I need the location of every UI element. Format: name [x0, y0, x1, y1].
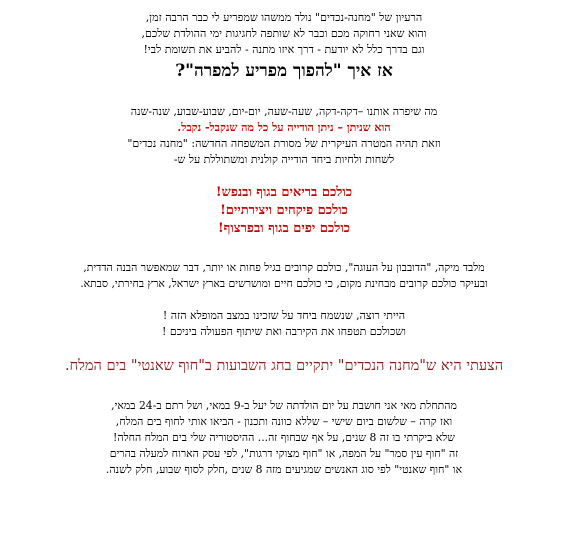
- family-line-1: מלבד מיקה, "הדובבון על העוגה", כולכם קרובים בגיל פחות או יותר, דבר שמאפשר הבנה הדדית,: [83, 261, 485, 274]
- counting-line-2: הוא שניתן – ניתן הודייה על כל מה שנקבל- נקבל.: [177, 121, 391, 134]
- details-line-4: זה "חוף עין סמר" על המפה, או "חוף מצוקי דרגות", לפי עסק הארוח למעלה בהרים: [109, 447, 459, 460]
- wish-line-2: ושכולכם תטפחו את הקירבה ואת שיתוף הפעולה ביניכם !: [162, 325, 406, 338]
- slogan-smart: כולכם פיקחים ויצירתיים!: [220, 203, 348, 218]
- details-line-3: שלא ביקרתי בו זה 8 שנים, על אף שבחוף זה... ההיסטוריה שלי בים המלח החלה!: [113, 431, 455, 444]
- counting-line-4: לשחות ולחיות ביחד הודייה קולנית ומשתוללת על ש-: [173, 153, 395, 166]
- counting-line-1: מה שיפרה אותנו –דקה-דקה, שעה-שעה, יום-יום, שבוע-שבוע, שנה-שנה: [130, 105, 438, 118]
- family-line-2: ובעיקר כולכם קרובים מבחינת מקום, כי כולכם חיים ומושרשים בארץ ישראל, ארץ בחירתי, סבתא.: [80, 277, 488, 290]
- slogan-healthy: כולכם בריאים בגוף ובנפש!: [215, 185, 353, 200]
- slogans-list: [4, 184, 564, 238]
- intro-line-3: וגם בדרך כלל לא יודעת - דרך איזו מתנה - להביע את תשומת לבי!: [143, 43, 425, 56]
- counting-paragraph: [4, 104, 564, 168]
- details-line-1: מהתחלת מאי אני חושבת על יום הולדתה של יעל ב-9 במאי, ושל רתם ב-24 במאי,: [111, 399, 457, 412]
- proposal-heading: הצעתי היא ש"מחנה הנכדים" יתקיים בחג השבועות ב"חוף שאנטי" בים המלח.: [64, 358, 504, 374]
- wish-paragraph: [4, 308, 564, 340]
- counting-line-3: וזאת תהיה המטרה העיקרית של מסורת המשפחה החדשה: "מחנה נכדים": [127, 137, 441, 150]
- wish-line-1: הייתי רוצה, שנשמח ביחד על שזכינו במצב המופלא הזה !: [162, 309, 406, 322]
- letter-title: אז איך "להפוך מפריע למפרה"?: [175, 61, 393, 81]
- intro-line-1: הרעיון של "מחנה-נכדים" נולד ממשהו שמפריע לי כבר הרבה זמן,: [145, 11, 423, 24]
- intro-paragraph: [4, 10, 564, 58]
- slogan-beautiful: כולכם יפים בגוף ובפרצוף!: [217, 221, 351, 236]
- details-line-5: או "חוף שאנטי" לפי סוג האנשים שמגיעים מזה 8 שנים ,חלק לסוף שבוע, חלק לשנה.: [105, 463, 463, 476]
- details-line-2: ואז קרה – שלשום ביום שישי – שללא כוונה ותכנון - הביאו אותי לחוף בים המלח,: [115, 415, 453, 428]
- intro-line-2: והוא שאני רחוקה מכם וכבר לא שותפה לחגיגות ימי ההולדת שלכם,: [141, 27, 427, 40]
- family-paragraph: [4, 260, 564, 292]
- details-paragraph: [4, 398, 564, 478]
